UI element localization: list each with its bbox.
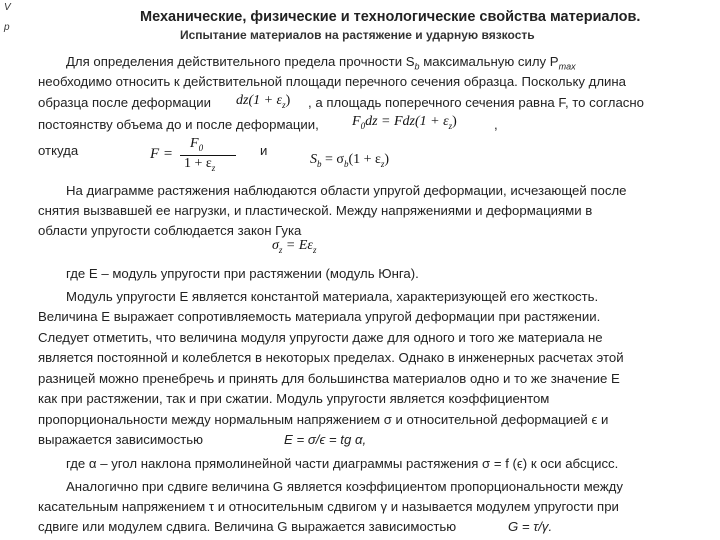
formula-E: E = σ/ϵ = tg α, [284,432,367,447]
subscript: b [414,61,420,72]
formula-text: ) [384,152,390,167]
corner-letter-bottom: p [4,22,10,33]
i-word: и [260,143,268,158]
formula-dz [236,93,290,110]
para3-line1: Модуль упругости Е является константой материала, характеризующей его жесткость. [66,289,599,304]
formula-text: σ [272,238,279,253]
subscript: z [282,99,286,110]
subscript: 0 [360,120,366,131]
para3-line8a: выражается зависимостью [38,432,204,447]
formula-text: F [352,114,361,129]
formula-text: S [310,152,317,167]
subscript: z [312,244,317,255]
para1-line4b: , [494,117,498,132]
text-segment: максимальную силу P [419,54,559,69]
formula-hooke [272,238,316,255]
para3-line5: разницей можно пренебречь и принять для большинства материалов одно и то же значение Е [38,371,620,386]
formula-Sb [310,152,389,169]
subscript: z [380,158,385,169]
formula-text: ) [285,93,291,108]
subscript: z [448,120,453,131]
subscript: 0 [198,142,204,153]
para2-line2: снятия вызвавшей ее нагрузки, и пластической. Между напряжениями и деформациями в [38,203,593,218]
para1-line3b: , а площадь поперечного сечения равна F, то согласно [308,95,644,110]
subscript: b [317,158,322,169]
formula-text: = Eε [282,238,313,253]
formula-F-fraction [150,136,250,180]
para1-line3a: образца после деформации [38,95,212,110]
page-title: Механические, физические и технологические свойства материалов. [140,9,641,25]
subscript: z [211,162,216,173]
text-segment: Для определения действительного предела прочности S [66,54,415,69]
para4-line3a: сдвиге или модулем сдвига. Величина G выражается зависимостью [38,519,457,534]
formula-volume [352,114,457,131]
formula-lhs: F = [150,146,174,162]
para3-line2: Величина Е выражает сопротивляемость материала упругой деформации при растяжении. [38,309,601,324]
formula-text: = σ [321,152,344,167]
formula-text: ) [452,114,457,129]
formula-denominator [184,156,215,173]
formula-numerator [190,136,203,153]
where-alpha-line: где α – угол наклона прямолинейной части диаграммы растяжения σ = f (ϵ) к оси абсцисс. [66,456,619,471]
where-E-line: где Е – модуль упругости при растяжении (модуль Юнга). [66,266,419,281]
para3-line6: как при растяжении, так и при сжатии. Модуль упругости является коэффициентом [38,391,550,406]
page-subtitle: Испытание материалов на растяжение и ударную вязкость [180,28,535,42]
formula-text: dz = Fdz(1 + ε [365,114,449,129]
formula-G: G = τ/γ. [508,519,553,534]
formula-text: 1 + ε [184,156,212,171]
para3-line3: Следует отметить, что величина модуля упругости даже для одного и того же материала не [38,330,603,345]
otkuda-word: откуда [38,143,79,158]
formula-text: F [190,136,199,151]
para4-line1: Аналогично при сдвиге величина G является коэффициентом пропорциональности между [66,479,623,494]
para3-line4: является постоянной и колеблется в некоторых пределах. Однако в инженерных расчетах этой [38,350,624,365]
para1-line4a: постоянству объема до и после деформации, [38,117,319,132]
para1-line2: необходимо относить к действительной площади перечного сечения образца. Поскольку длина [38,74,626,89]
para2-line1: На диаграмме растяжения наблюдаются области упругой деформации, исчезающей после [66,183,627,198]
para4-line2: касательным напряжением τ и относительным сдвигом γ и называется модулем упругости при [38,499,619,514]
subscript: b [343,158,349,169]
para3-line7: пропорциональности между нормальным напряжением σ и относительной деформацией ϵ и [38,412,609,427]
subscript: z [278,244,283,255]
para2-line3: области упругости соблюдается закон Гука [38,223,302,238]
formula-text: dz(1 + ε [236,93,283,108]
formula-text: (1 + ε [348,152,381,167]
subscript: max [558,61,576,72]
corner-letter-top: V [4,2,11,13]
